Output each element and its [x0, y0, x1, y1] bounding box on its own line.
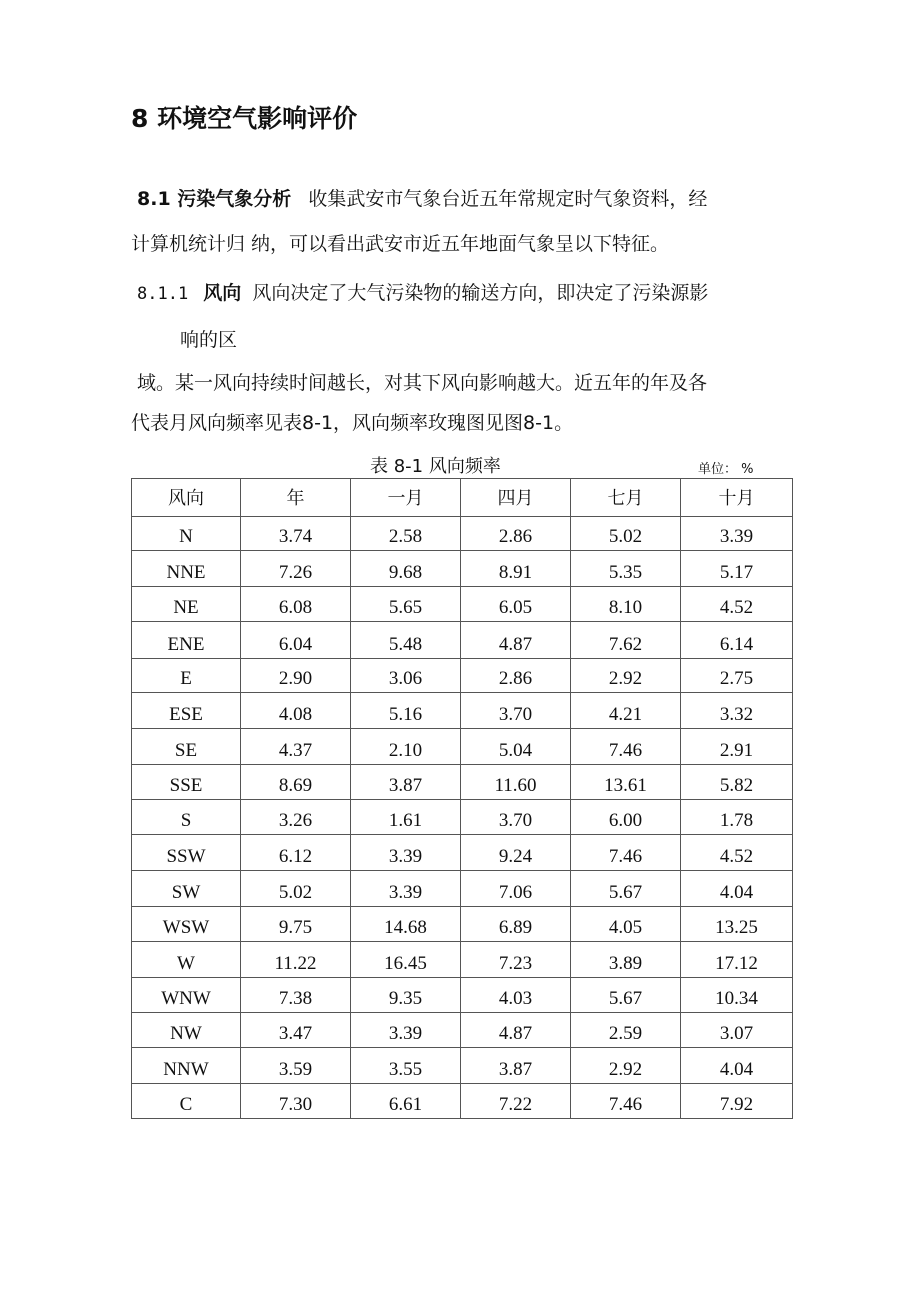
- table-cell: 3.87: [461, 1048, 571, 1084]
- header-cell: 四月: [461, 479, 571, 517]
- table-unit: 单位： %: [698, 462, 754, 477]
- table-cell: W: [132, 942, 241, 978]
- table-cell: 7.23: [461, 942, 571, 978]
- table-cell: 3.39: [351, 871, 461, 907]
- table-row: [132, 659, 793, 693]
- table-row: [132, 871, 793, 907]
- table-cell: WNW: [132, 978, 241, 1013]
- table-cell: WSW: [132, 907, 241, 942]
- table-cell: NW: [132, 1013, 241, 1048]
- table-cell: 4.04: [681, 1048, 793, 1084]
- table-cell: 2.59: [571, 1013, 681, 1048]
- table-cell: SW: [132, 871, 241, 907]
- table-cell: 7.38: [241, 978, 351, 1013]
- table-cell: 5.02: [241, 871, 351, 907]
- table-row: [132, 729, 793, 765]
- table-cell: 13.25: [681, 907, 793, 942]
- table-row: [132, 978, 793, 1013]
- table-row: [132, 622, 793, 659]
- table-cell: 3.47: [241, 1013, 351, 1048]
- table-cell: 5.02: [571, 517, 681, 551]
- table-cell: 5.67: [571, 978, 681, 1013]
- table-cell: NNE: [132, 551, 241, 587]
- section-8-1-1-line4: 代表月风向频率见表8-1，风向频率玫瑰图见图8-1。: [131, 412, 574, 434]
- wind-frequency-table: [131, 478, 793, 1119]
- table-cell: 3.70: [461, 693, 571, 729]
- table-cell: 5.48: [351, 622, 461, 659]
- table-cell: 6.12: [241, 835, 351, 871]
- table-row: [132, 693, 793, 729]
- table-cell: 5.82: [681, 765, 793, 800]
- table-cell: 11.22: [241, 942, 351, 978]
- table-cell: 6.05: [461, 587, 571, 622]
- table-cell: 7.46: [571, 729, 681, 765]
- table-cell: 4.87: [461, 622, 571, 659]
- table-cell: 4.05: [571, 907, 681, 942]
- table-cell: 1.78: [681, 800, 793, 835]
- table-row: [132, 587, 793, 622]
- table-cell: 5.16: [351, 693, 461, 729]
- table-cell: 2.92: [571, 659, 681, 693]
- table-cell: 10.34: [681, 978, 793, 1013]
- table-cell: 4.37: [241, 729, 351, 765]
- section-8-1-title: 8.1 污染气象分析: [137, 188, 292, 210]
- section-8-1-line1: [137, 184, 707, 211]
- table-cell: 7.26: [241, 551, 351, 587]
- header-cell: 十月: [681, 479, 793, 517]
- table-cell: 9.75: [241, 907, 351, 942]
- section-8-1-1-line2: 响的区: [180, 329, 238, 351]
- table-cell: NNW: [132, 1048, 241, 1084]
- table-cell: 7.62: [571, 622, 681, 659]
- table-cell: 4.21: [571, 693, 681, 729]
- table-cell: 9.35: [351, 978, 461, 1013]
- table-cell: 2.58: [351, 517, 461, 551]
- table-cell: 14.68: [351, 907, 461, 942]
- table-cell: 7.30: [241, 1084, 351, 1119]
- table-cell: 6.61: [351, 1084, 461, 1119]
- table-cell: 5.17: [681, 551, 793, 587]
- table-cell: 4.04: [681, 871, 793, 907]
- table-cell: E: [132, 659, 241, 693]
- section-8-1-line2: 计算机统计归 纳，可以看出武安市近五年地面气象呈以下特征。: [131, 233, 670, 255]
- table-row: [132, 835, 793, 871]
- table-cell: S: [132, 800, 241, 835]
- table-cell: 3.06: [351, 659, 461, 693]
- header-cell: 年: [241, 479, 351, 517]
- table-cell: 3.39: [681, 517, 793, 551]
- table-cell: 8.91: [461, 551, 571, 587]
- table-row: [132, 1048, 793, 1084]
- table-row: [132, 907, 793, 942]
- table-cell: 4.87: [461, 1013, 571, 1048]
- table-cell: 7.06: [461, 871, 571, 907]
- table-cell: 3.87: [351, 765, 461, 800]
- table-cell: 6.14: [681, 622, 793, 659]
- table-cell: 6.89: [461, 907, 571, 942]
- table-cell: 17.12: [681, 942, 793, 978]
- table-cell: 4.52: [681, 587, 793, 622]
- table-cell: 2.75: [681, 659, 793, 693]
- table-cell: 7.46: [571, 1084, 681, 1119]
- table-cell: ESE: [132, 693, 241, 729]
- table-cell: 8.69: [241, 765, 351, 800]
- table-cell: 5.65: [351, 587, 461, 622]
- table-cell: NE: [132, 587, 241, 622]
- table-header-row: [132, 479, 793, 517]
- table-cell: 3.55: [351, 1048, 461, 1084]
- table-cell: 1.61: [351, 800, 461, 835]
- table-cell: 3.74: [241, 517, 351, 551]
- table-cell: 3.70: [461, 800, 571, 835]
- section-8-1-1-text: 风向决定了大气污染物的输送方向，即决定了污染源影: [252, 282, 709, 304]
- table-cell: 11.60: [461, 765, 571, 800]
- table-cell: 4.08: [241, 693, 351, 729]
- table-cell: 2.90: [241, 659, 351, 693]
- table-cell: 5.67: [571, 871, 681, 907]
- table-cell: 16.45: [351, 942, 461, 978]
- section-8-1-text: 收集武安市气象台近五年常规定时气象资料，经: [308, 188, 708, 210]
- page-title: 8 环境空气影响评价: [131, 104, 358, 133]
- table-cell: 2.92: [571, 1048, 681, 1084]
- table-cell: 9.24: [461, 835, 571, 871]
- table-cell: 9.68: [351, 551, 461, 587]
- table-caption: 表 8-1 风向频率: [370, 456, 501, 477]
- table-cell: SSW: [132, 835, 241, 871]
- header-cell: 风向: [132, 479, 241, 517]
- table-cell: 3.89: [571, 942, 681, 978]
- section-8-1-1-line3: 域。某一风向持续时间越长，对其下风向影响越大。近五年的年及各: [137, 372, 708, 394]
- table-row: [132, 765, 793, 800]
- table-cell: 6.00: [571, 800, 681, 835]
- table-cell: 2.86: [461, 517, 571, 551]
- table-cell: 13.61: [571, 765, 681, 800]
- table-cell: 2.91: [681, 729, 793, 765]
- table-cell: 8.10: [571, 587, 681, 622]
- table-row: [132, 1013, 793, 1048]
- section-8-1-1-line1: [137, 278, 708, 305]
- table-cell: 6.08: [241, 587, 351, 622]
- table-cell: 4.03: [461, 978, 571, 1013]
- table-cell: 7.22: [461, 1084, 571, 1119]
- table-cell: 3.59: [241, 1048, 351, 1084]
- section-8-1-1-title: 风向: [203, 282, 242, 304]
- table-cell: 5.35: [571, 551, 681, 587]
- table-row: [132, 1084, 793, 1119]
- table-row: [132, 800, 793, 835]
- header-cell: 七月: [571, 479, 681, 517]
- table-cell: 2.86: [461, 659, 571, 693]
- table-cell: 3.39: [351, 835, 461, 871]
- table-cell: 3.26: [241, 800, 351, 835]
- table-cell: 2.10: [351, 729, 461, 765]
- table-cell: 7.92: [681, 1084, 793, 1119]
- table-row: [132, 551, 793, 587]
- header-cell: 一月: [351, 479, 461, 517]
- section-8-1-1-number: 8.1.1: [137, 284, 189, 304]
- table-cell: 3.32: [681, 693, 793, 729]
- table-cell: ENE: [132, 622, 241, 659]
- table-cell: SE: [132, 729, 241, 765]
- table-cell: 7.46: [571, 835, 681, 871]
- table-row: [132, 942, 793, 978]
- table-cell: 5.04: [461, 729, 571, 765]
- table-cell: 3.07: [681, 1013, 793, 1048]
- table-cell: SSE: [132, 765, 241, 800]
- table-row: [132, 517, 793, 551]
- table-cell: N: [132, 517, 241, 551]
- table-cell: C: [132, 1084, 241, 1119]
- table-cell: 6.04: [241, 622, 351, 659]
- table-cell: 3.39: [351, 1013, 461, 1048]
- table-cell: 4.52: [681, 835, 793, 871]
